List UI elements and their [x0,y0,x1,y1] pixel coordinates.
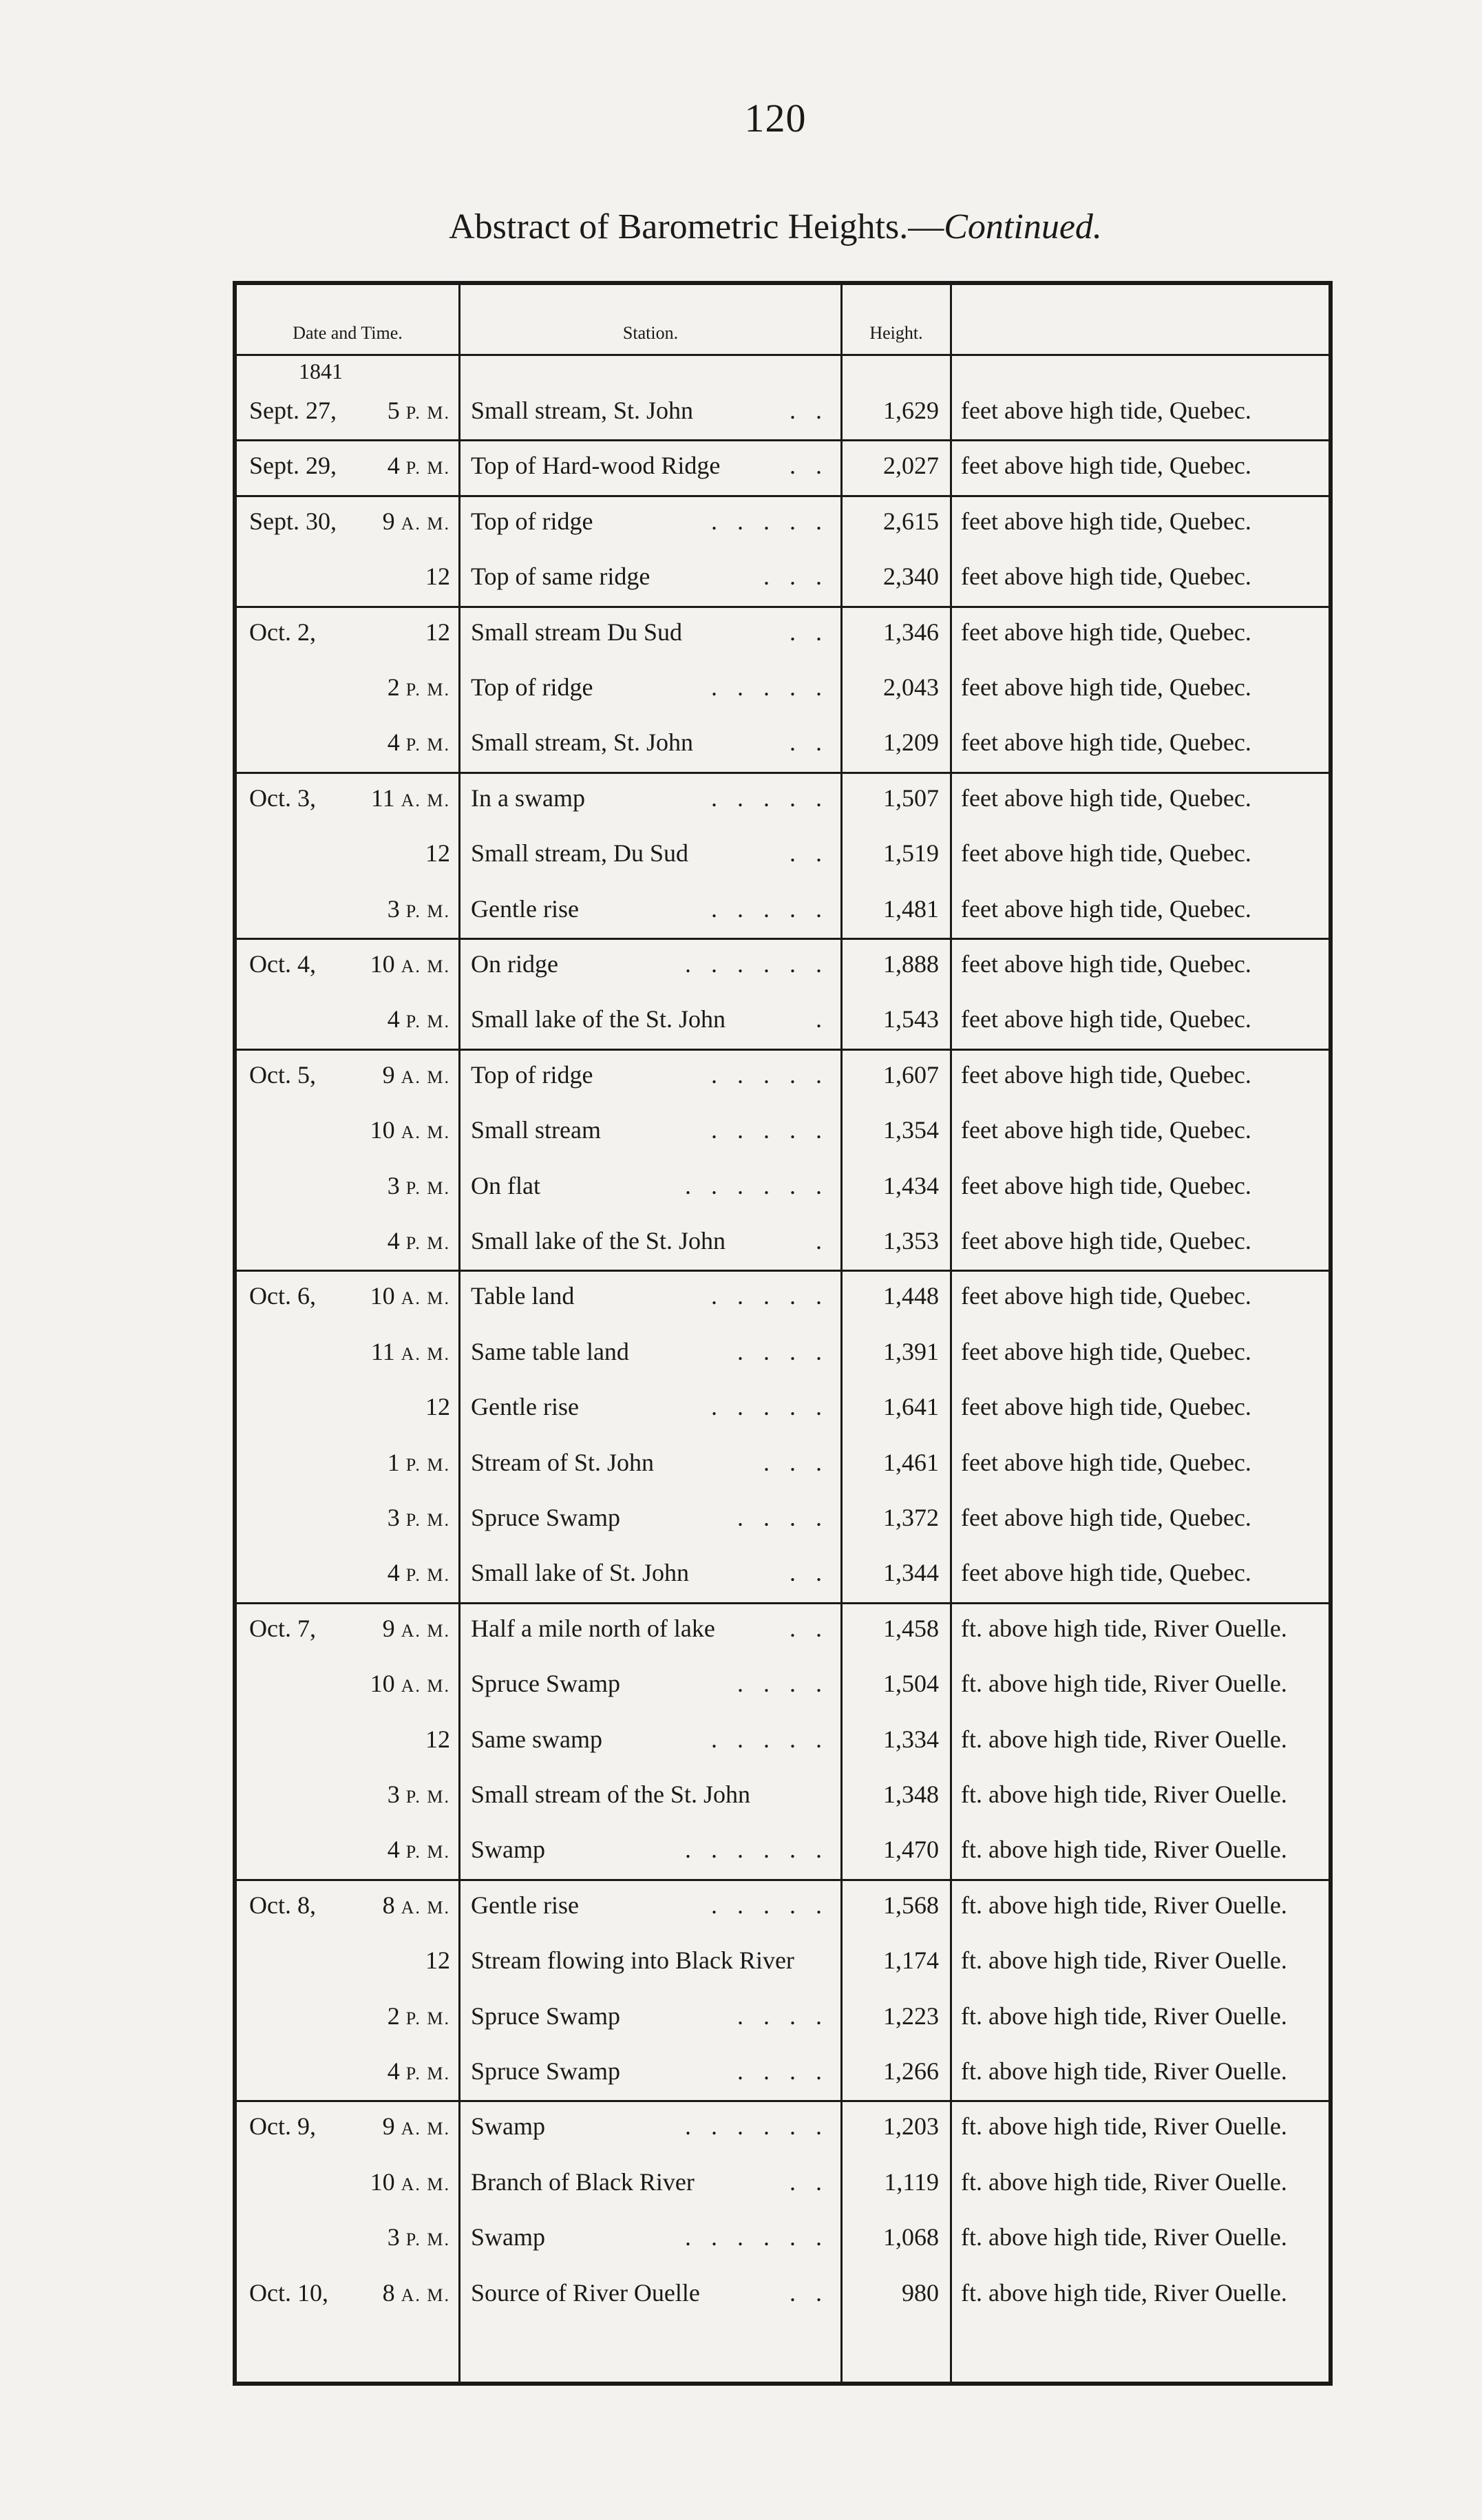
row-unit: ft. above high tide, River Ouelle. [961,1670,1287,1698]
row-station: Small stream, St. John [471,397,693,424]
row-unit: feet above high tide, Quebec. [961,1060,1251,1089]
row-unit: ft. above high tide, River Ouelle. [961,1836,1287,1864]
page-title-continued: Continued. [944,207,1102,246]
row-leader-dots: . . . [763,1448,829,1476]
row-leader-dots: . . . . . . [685,1836,829,1864]
row-date: Oct. 7, [249,1614,316,1642]
row-station: Swamp [471,2112,545,2141]
row-time: 4 P. M. [387,452,450,480]
row-station: Spruce Swamp [471,1670,620,1698]
row-time: 3 P. M. [387,1504,450,1531]
row-station: Spruce Swamp [471,2002,620,2030]
group-rule [237,495,1328,497]
row-time: 10 A. M. [370,1670,450,1698]
row-time: 4 P. M. [387,1005,450,1033]
header-rule [237,354,1328,356]
row-date: Oct. 10, [249,2278,328,2307]
row-station: Top of ridge [471,673,593,701]
row-leader-dots: . . . . . [711,1725,829,1753]
row-leader-dots: . . . . [737,1504,829,1531]
row-station: Gentle rise [471,1393,579,1421]
row-unit: feet above high tide, Quebec. [961,1504,1251,1531]
row-station: Small stream, Du Sud [471,839,688,868]
row-unit: ft. above high tide, River Ouelle. [961,2278,1287,2307]
row-time: 4 P. M. [387,1227,450,1254]
row-leader-dots: . . . . . [711,784,829,812]
row-height: 1,504 [883,1670,939,1698]
row-height: 1,223 [883,2002,939,2030]
row-leader-dots: . . [790,2167,829,2196]
row-time: 12 [425,563,450,591]
row-leader-dots: . . . . [737,1337,829,1365]
row-leader-dots: . . . . . [711,1891,829,1919]
row-unit: ft. above high tide, River Ouelle. [961,2057,1287,2085]
group-rule [237,606,1328,608]
row-date: Oct. 8, [249,1891,316,1919]
page-number: 120 [744,96,807,140]
row-height: 1,448 [883,1282,939,1310]
row-leader-dots: . . . . . [711,1116,829,1144]
row-station: Branch of Black River [471,2167,695,2196]
row-time: 11 A. M. [370,784,450,812]
row-height: 1,481 [883,894,939,923]
row-height: 1,461 [883,1448,939,1476]
row-leader-dots: . . [790,728,829,757]
row-time: 12 [425,839,450,868]
row-time: 8 A. M. [382,1891,450,1919]
row-unit: ft. above high tide, River Ouelle. [961,2223,1287,2251]
row-height: 2,027 [883,452,939,480]
row-leader-dots: . . . . . [711,1393,829,1421]
row-height: 1,888 [883,950,939,978]
row-height: 1,334 [883,1725,939,1753]
group-rule [237,2100,1328,2102]
row-height: 1,607 [883,1060,939,1089]
group-rule [237,772,1328,774]
row-height: 1,434 [883,1171,939,1199]
row-height: 2,043 [883,673,939,701]
row-leader-dots: . . . . . [711,894,829,923]
row-leader-dots: . . [790,839,829,868]
row-height: 1,209 [883,728,939,757]
row-station: On flat [471,1171,540,1199]
row-time: 2 P. M. [387,2002,450,2030]
row-height: 1,174 [883,1946,939,1975]
row-height: 2,340 [883,563,939,591]
row-height: 2,615 [883,507,939,535]
row-leader-dots: . . [790,1614,829,1642]
row-leader-dots: . . . . [737,2002,829,2030]
row-leader-dots: . . . . [737,1670,829,1698]
row-station: Small lake of the St. John [471,1005,726,1033]
row-date: Oct. 9, [249,2112,316,2141]
row-unit: feet above high tide, Quebec. [961,1171,1251,1199]
row-unit: feet above high tide, Quebec. [961,839,1251,868]
row-unit: ft. above high tide, River Ouelle. [961,1946,1287,1975]
row-height: 1,641 [883,1393,939,1421]
row-unit: ft. above high tide, River Ouelle. [961,1891,1287,1919]
row-time: 4 P. M. [387,1836,450,1864]
row-unit: ft. above high tide, River Ouelle. [961,2167,1287,2196]
group-rule [237,1879,1328,1881]
row-height: 1,348 [883,1781,939,1808]
row-leader-dots: . . . . . . [685,2112,829,2141]
row-unit: feet above high tide, Quebec. [961,1448,1251,1476]
row-leader-dots: . . . . . . [685,950,829,978]
row-height: 1,353 [883,1227,939,1254]
row-leader-dots: . . . . . [711,507,829,535]
row-station: Stream of St. John [471,1448,654,1476]
row-time: 10 A. M. [370,950,450,978]
row-station: Swamp [471,1836,545,1864]
row-unit: ft. above high tide, River Ouelle. [961,2112,1287,2141]
year-label: 1841 [299,359,343,384]
row-leader-dots: . . . . . [711,1060,829,1089]
row-time: 10 A. M. [370,1116,450,1144]
row-time: 3 P. M. [387,1781,450,1808]
row-unit: feet above high tide, Quebec. [961,618,1251,646]
row-time: 5 P. M. [387,397,450,424]
row-height: 1,344 [883,1559,939,1587]
row-leader-dots: . . . . . . [685,1171,829,1199]
row-date: Sept. 27, [249,397,337,424]
row-time: 3 P. M. [387,894,450,923]
row-station: Small lake of St. John [471,1559,689,1587]
row-station: In a swamp [471,784,585,812]
row-time: 12 [425,618,450,646]
row-time: 10 A. M. [370,2167,450,2196]
row-date: Oct. 6, [249,1282,316,1310]
row-time: 3 P. M. [387,2223,450,2251]
row-height: 1,543 [883,1005,939,1033]
row-unit: feet above high tide, Quebec. [961,950,1251,978]
row-station: Stream flowing into Black River [471,1946,794,1975]
row-time: 12 [425,1393,450,1421]
row-date: Sept. 30, [249,507,337,535]
row-time: 11 A. M. [370,1337,450,1365]
row-unit: feet above high tide, Quebec. [961,784,1251,812]
row-time: 9 A. M. [382,507,450,535]
row-time: 9 A. M. [382,1060,450,1089]
row-station: Source of River Ouelle [471,2278,700,2307]
row-date: Sept. 29, [249,452,337,480]
row-date: Oct. 4, [249,950,316,978]
header-height: Height. [869,323,923,343]
row-unit: feet above high tide, Quebec. [961,1393,1251,1421]
row-unit: feet above high tide, Quebec. [961,563,1251,591]
row-time: 4 P. M. [387,1559,450,1587]
row-unit: feet above high tide, Quebec. [961,507,1251,535]
group-rule [237,1270,1328,1272]
row-station: Top of same ridge [471,563,650,591]
row-height: 1,068 [883,2223,939,2251]
row-unit: feet above high tide, Quebec. [961,452,1251,480]
row-time: 9 A. M. [382,2112,450,2141]
row-unit: feet above high tide, Quebec. [961,673,1251,701]
row-station: Gentle rise [471,1891,579,1919]
row-leader-dots: . . [790,2278,829,2307]
row-time: 12 [425,1946,450,1975]
row-station: Small stream [471,1116,601,1144]
row-leader-dots: . . . . . [711,673,829,701]
row-unit: ft. above high tide, River Ouelle. [961,2002,1287,2030]
row-time: 8 A. M. [382,2278,450,2307]
row-unit: feet above high tide, Quebec. [961,1337,1251,1365]
row-unit: ft. above high tide, River Ouelle. [961,1725,1287,1753]
row-time: 4 P. M. [387,728,450,757]
row-unit: feet above high tide, Quebec. [961,894,1251,923]
column-rule-height [950,285,952,2382]
row-station: Top of Hard-wood Ridge [471,452,721,480]
row-time: 10 A. M. [370,1282,450,1310]
row-leader-dots: . . . [763,563,829,591]
row-height: 1,354 [883,1116,939,1144]
row-leader-dots: . . [790,1559,829,1587]
row-height: 1,507 [883,784,939,812]
row-station: Small stream, St. John [471,728,693,757]
row-station: Same table land [471,1337,629,1365]
column-rule-date [458,285,461,2382]
row-height: 1,629 [883,397,939,424]
page-title-main: Abstract of Barometric Heights.— [449,207,944,246]
row-leader-dots: . . [790,618,829,646]
row-station: Spruce Swamp [471,1504,620,1531]
header-date-time: Date and Time. [293,323,403,343]
row-unit: ft. above high tide, River Ouelle. [961,1614,1287,1642]
row-unit: ft. above high tide, River Ouelle. [961,1781,1287,1808]
row-height: 1,470 [883,1836,939,1864]
row-height: 1,391 [883,1337,939,1365]
row-leader-dots: . [816,1005,829,1033]
row-date: Oct. 5, [249,1060,316,1089]
row-height: 1,372 [883,1504,939,1531]
barometric-heights-table [233,281,1333,2386]
row-station: Spruce Swamp [471,2057,620,2085]
row-height: 1,458 [883,1614,939,1642]
row-time: 3 P. M. [387,1171,450,1199]
row-leader-dots: . . [790,397,829,424]
row-height: 1,568 [883,1891,939,1919]
row-unit: feet above high tide, Quebec. [961,1005,1251,1033]
row-unit: feet above high tide, Quebec. [961,397,1251,424]
row-unit: feet above high tide, Quebec. [961,1227,1251,1254]
row-station: Top of ridge [471,507,593,535]
row-time: 4 P. M. [387,2057,450,2085]
row-unit: feet above high tide, Quebec. [961,1282,1251,1310]
row-station: Swamp [471,2223,545,2251]
row-station: Half a mile north of lake [471,1614,715,1642]
row-leader-dots: . . . . . [711,1282,829,1310]
row-unit: feet above high tide, Quebec. [961,1116,1251,1144]
row-leader-dots: . . . . . . [685,2223,829,2251]
row-station: Table land [471,1282,575,1310]
row-height: 1,266 [883,2057,939,2085]
row-height: 1,346 [883,618,939,646]
row-time: 2 P. M. [387,673,450,701]
group-rule [237,1602,1328,1604]
group-rule [237,938,1328,940]
row-station: Gentle rise [471,894,579,923]
header-station: Station. [622,323,679,343]
row-time: 12 [425,1725,450,1753]
row-station: Top of ridge [471,1060,593,1089]
row-unit: feet above high tide, Quebec. [961,728,1251,757]
row-height: 980 [902,2278,939,2307]
row-station: Small lake of the St. John [471,1227,726,1254]
group-rule [237,1049,1328,1051]
row-leader-dots: . . [790,452,829,480]
row-leader-dots: . . . . [737,2057,829,2085]
page-title [0,207,1482,247]
row-time: 9 A. M. [382,1614,450,1642]
row-height: 1,203 [883,2112,939,2141]
row-station: On ridge [471,950,558,978]
group-rule [237,439,1328,441]
row-date: Oct. 3, [249,784,316,812]
row-date: Oct. 2, [249,618,316,646]
row-time: 1 P. M. [387,1448,450,1476]
row-height: 1,519 [883,839,939,868]
row-height: 1,119 [884,2167,939,2196]
row-leader-dots: . [816,1227,829,1254]
row-unit: feet above high tide, Quebec. [961,1559,1251,1587]
row-station: Small stream of the St. John [471,1781,750,1808]
row-station: Same swamp [471,1725,602,1753]
row-station: Small stream Du Sud [471,618,682,646]
